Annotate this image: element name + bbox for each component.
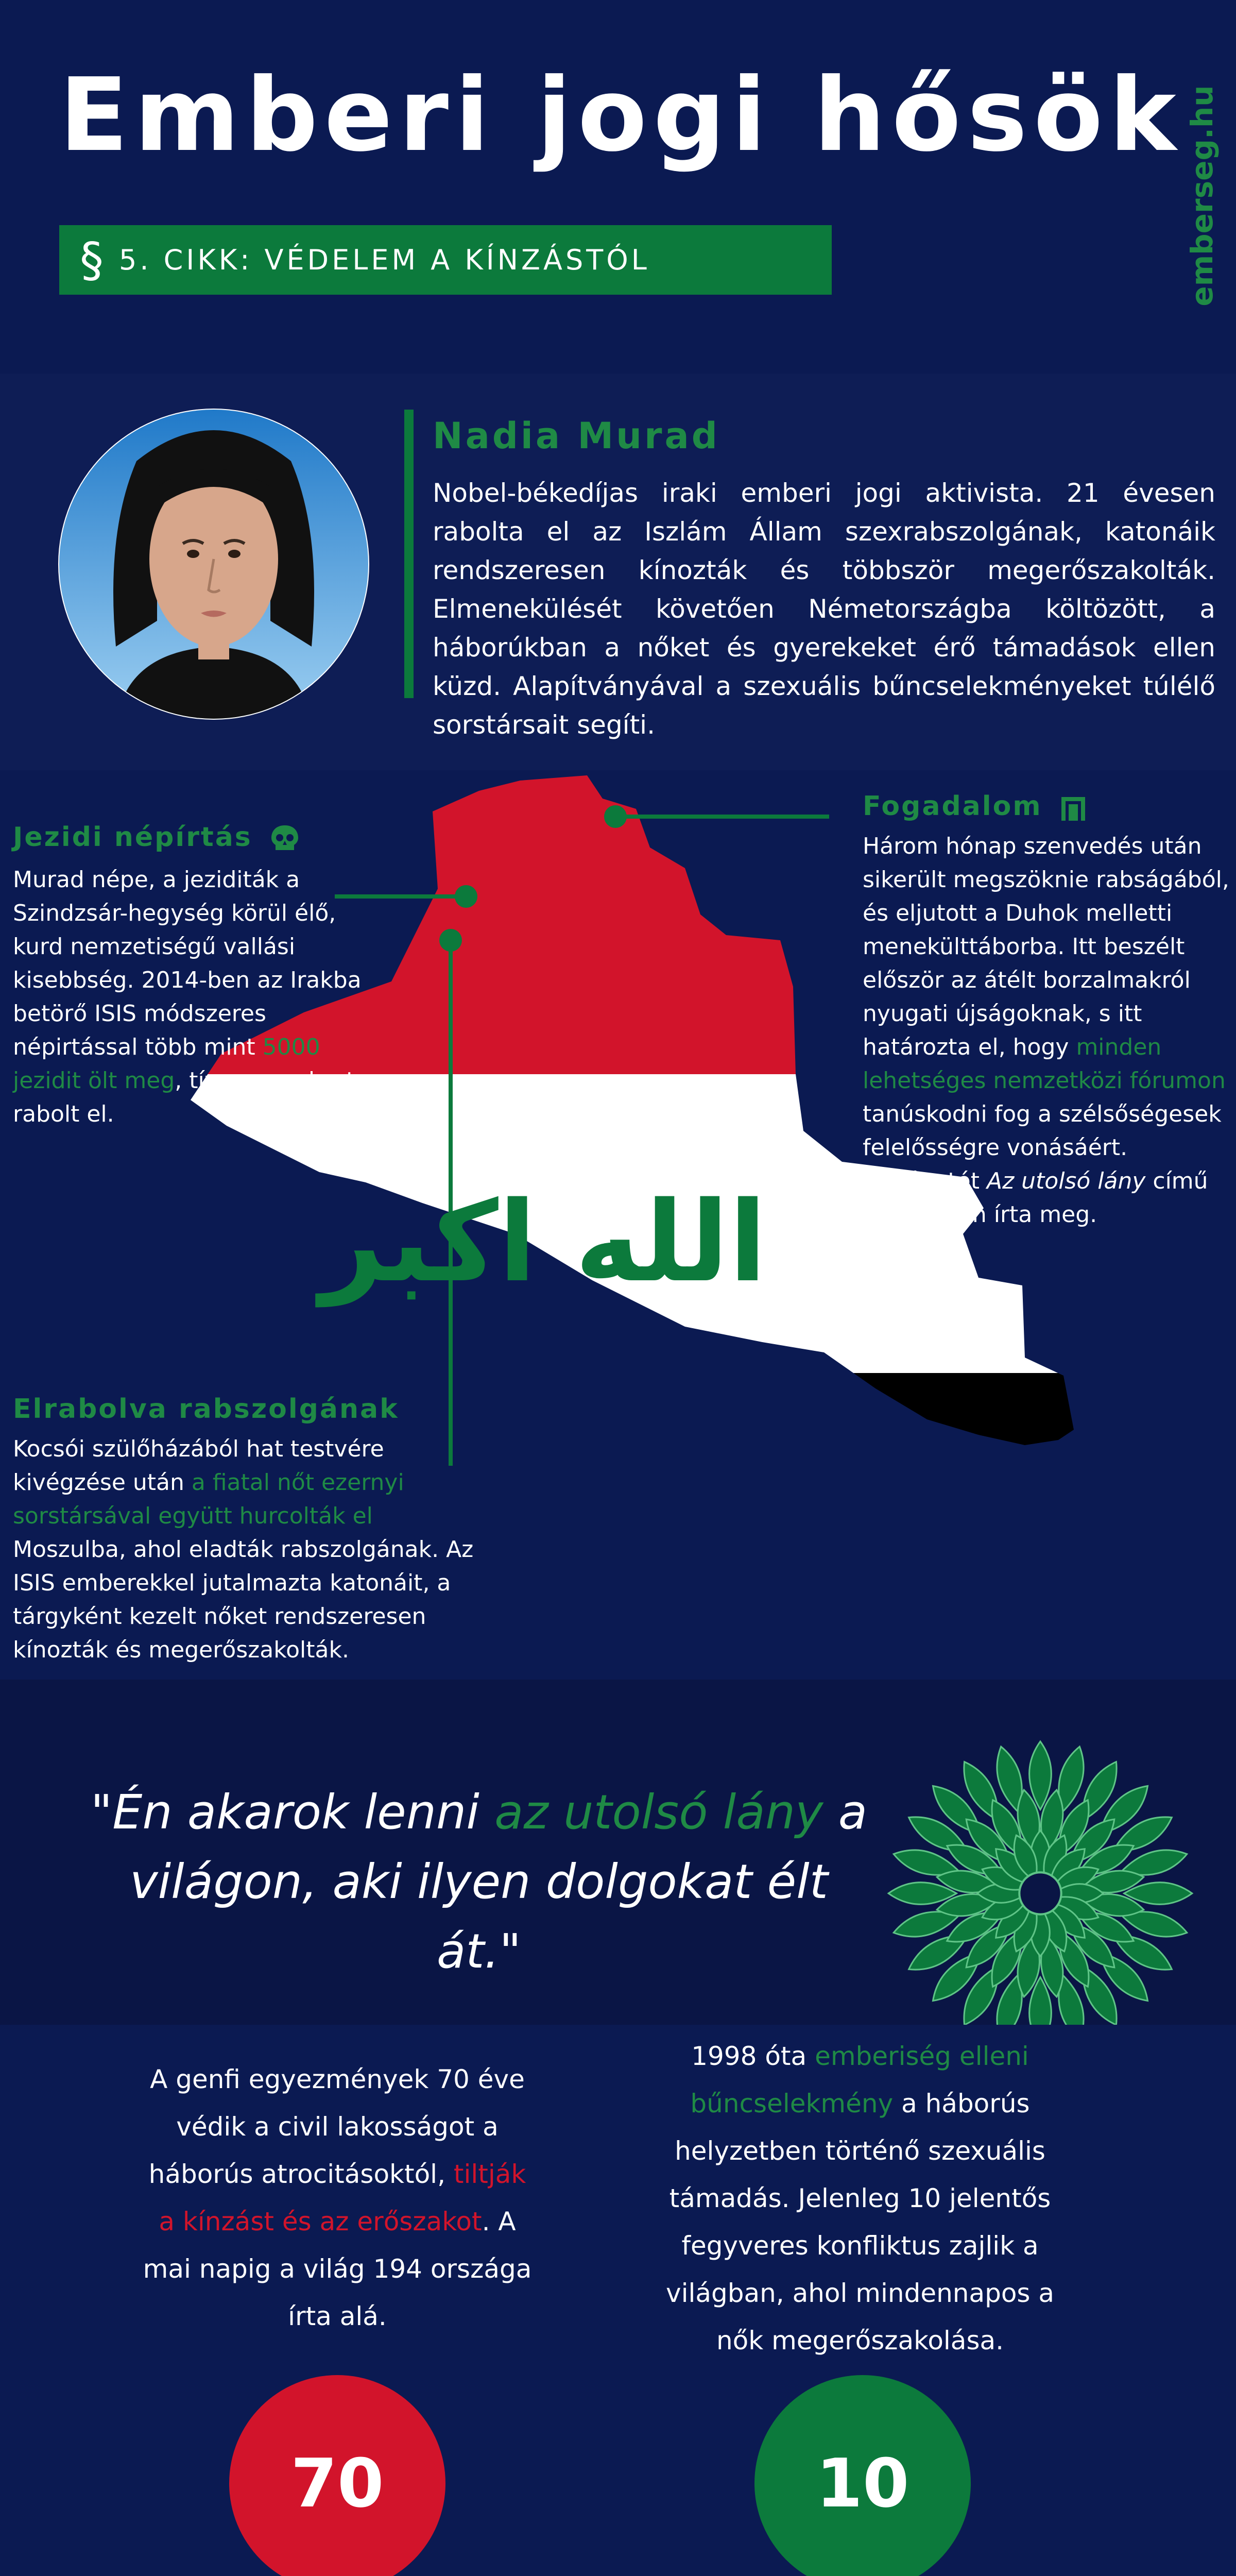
profile-bio: Nobel-békedíjas iraki emberi jogi aktivista. 21 évesen rabolta el az Iszlám Állam szexrabszolgának, katonáik rendszeresen kínozták és többször megerőszakolták. Elmenekülését követően Németországba költözött, a háborúkban a nőket és gyerekeket érő támadások ellen küzd. Alapítványával a szexuális bűncselekményeket túlélő sorstársait segíti. [433, 478, 1215, 740]
subtitle-banner [59, 225, 832, 295]
building-icon [1059, 794, 1087, 822]
genocide-text: Murad népe, a jeziditák a Szindzsár-hegység körül élő, kurd nemzetiségű vallási kisebbség. 2014-ben az Irakba betörő ISIS módszeres népirtással több mint 5000 jezidit ölt meg, tízezer embert rabolt el. [13, 867, 362, 1127]
stats-section [0, 2025, 1236, 2576]
flag-takbir-text: الله اكبر [320, 1177, 767, 1307]
captivity-text: Három hónap szenvedés után sikerült megszöknie rabságából, és eljutott a Duhok melletti menekülttáborba. Itt beszélt először az átélt borzalmakról nyugati újságoknak, s itt határozta el, hogy minden lehetséges nemzetközi fórumon tanúskodni fog a szélsőségesek felelősségre vonásáért. Történetét Az utolsó lány című könyvében írta meg. [863, 833, 1229, 1228]
conflict-stat-text: 1998 óta emberiség elleni bűncselekmény a háborús helyzetben történő szexuális támadás. Jelenleg 10 jelentős fegyveres konfliktus zajlik a világban, ahol mindennapos a nők megerőszakolása. [665, 2041, 1055, 2355]
geneva-stat-text: A genfi egyezmények 70 éve védik a civil lakosságot a háborús atrocitásoktól, tiltják a kínzást és az erőszakot. A mai napig a világ 194 országa írta alá. [143, 2064, 532, 2331]
quote-section [0, 1680, 1236, 2025]
mandala-ornament-icon [883, 1736, 1197, 2050]
captivity-highlight: minden lehetséges nemzetközi fórumon [863, 1034, 1226, 1094]
genocide-title: Jezidi népírtás [13, 822, 252, 853]
geneva-highlight: tiltják a kínzást és az erőszakot [159, 2159, 526, 2236]
skull-icon [269, 824, 300, 853]
portrait-illustration-icon [54, 404, 373, 724]
map-section [0, 770, 1236, 1680]
genocide-heading [13, 822, 300, 853]
header [0, 0, 1236, 374]
side-url: emberseg.hu [1184, 85, 1220, 307]
subtitle: 5. CIKK: VÉDELEM A KÍNZÁSTÓL [119, 244, 650, 276]
slavery-text: Kocsói szülőházából hat testvére kivégzése után a fiatal nőt ezernyi sorstársával együtt hurcolták el Moszulba, ahol eladták rabszolgának. Az ISIS emberekkel jutalmazta katonáit, a tárgyként kezelt nőket rendszeresen kínozták és megerőszakolták. [13, 1436, 474, 1663]
profile-name: Nadia Murad [433, 415, 720, 457]
section-sign-icon: § [80, 232, 104, 287]
side-url-container [1184, 72, 1221, 319]
genocide-highlight: 5000 jezidit ölt meg [13, 1034, 320, 1094]
quote-text: "Én akarok lenni az utolsó lány a világon, aki ilyen dolgokat élt át." [90, 1785, 868, 1979]
geneva-stat-badge: 70 [229, 2375, 445, 2576]
conflict-highlight: emberiség elleni bűncselekmény [690, 2041, 1029, 2119]
slavery-highlight: a fiatal nőt ezernyi sorstársával együtt hurcolták el [13, 1469, 404, 1529]
page-title: Emberi jogi hősök [59, 57, 1182, 174]
profile-section [0, 374, 1236, 770]
quote-highlight: az utolsó lány [494, 1785, 823, 1840]
conflict-stat-badge: 10 [754, 2375, 971, 2576]
slavery-title: Elrabolva rabszolgának [13, 1394, 399, 1425]
book-title: Az utolsó lány [986, 1168, 1146, 1194]
captivity-title: Fogadalom [863, 791, 1042, 822]
captivity-heading [863, 791, 1087, 822]
profile-accent-bar [404, 410, 414, 698]
